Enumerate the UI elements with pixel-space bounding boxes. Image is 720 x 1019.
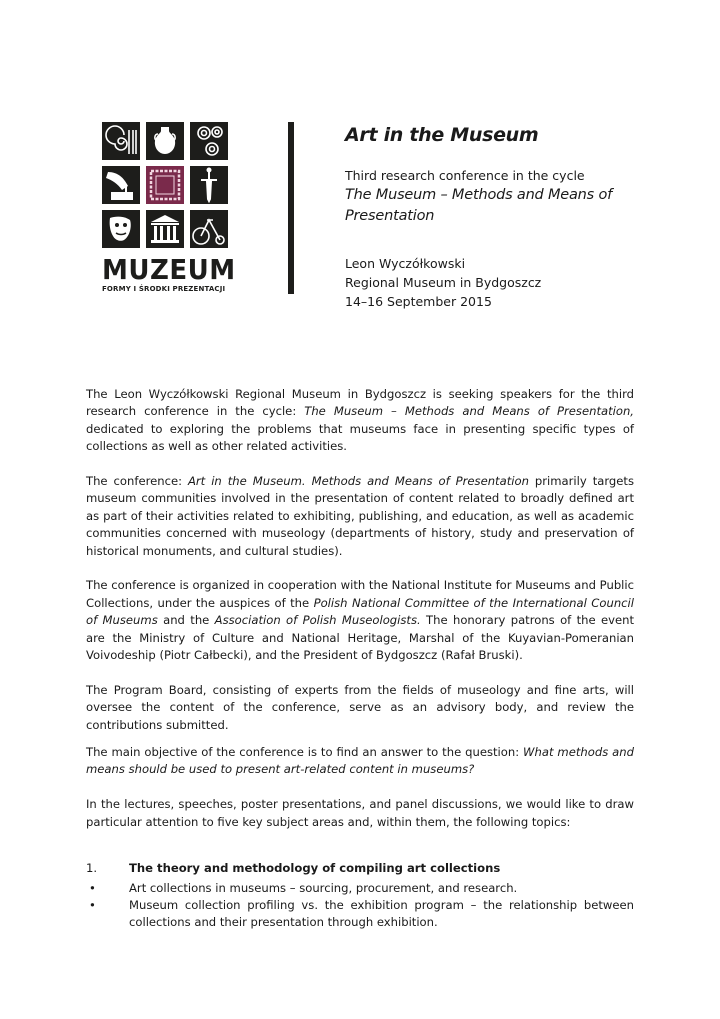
paragraph-target-audience: The conference: Art in the Museum. Methods and Means of Presentation primarily targets museum communities involved in the presentation of content related to broadly defined art as part of their activities related to exhibiting, publishing, and education, as well as academic communities concerned with museology (departments of history, study and preservation of historical monuments, and cultural studies).: [86, 474, 634, 558]
spiral-icon: [102, 122, 140, 160]
logo-wordmark: MUZEUM: [102, 253, 236, 286]
section-1-heading: [86, 860, 634, 877]
cycle-name-line-2: Presentation: [345, 208, 435, 224]
muzeum-logo: [102, 122, 236, 293]
bicycle-icon: [190, 210, 228, 248]
bullet-icon: •: [89, 897, 96, 912]
conference-dates: 14–16 September 2015: [345, 294, 492, 309]
section-1-bullets: [86, 880, 634, 932]
list-item: • Museum collection profiling vs. the exhibition program – the relationship between collections and their presentation through exhibition.: [86, 897, 634, 932]
section-number: 1.: [86, 861, 98, 876]
section-title: The theory and methodology of compiling art collections: [129, 861, 501, 876]
mask-icon: [102, 210, 140, 248]
coins-icon: [190, 122, 228, 160]
vertical-divider: [288, 122, 294, 294]
gramophone-icon: [102, 166, 140, 204]
amphora-icon: [146, 122, 184, 160]
list-item: • Art collections in museums – sourcing, procurement, and research.: [86, 880, 634, 897]
body-text: [86, 386, 634, 932]
logo-icon-grid: [102, 122, 228, 248]
paragraph-subject-areas: In the lectures, speeches, poster presentations, and panel discussions, we would like to draw particular attention to five key subject areas and, within them, the following topics:: [86, 797, 634, 829]
temple-icon: [146, 210, 184, 248]
organizer-name: Leon Wyczółkowski: [345, 256, 466, 271]
bullet-icon: •: [89, 880, 96, 895]
logo-subtitle: FORMY I ŚRODKI PREZENTACJI: [102, 285, 226, 293]
cycle-intro: Third research conference in the cycle: [345, 168, 585, 183]
cycle-name-line-1: The Museum – Methods and Means of: [345, 187, 613, 203]
paragraph-program-board: The Program Board, consisting of experts from the fields of museology and fine arts, will oversee the content of the conference, serve as an advisory body, and review the contributions submitted.: [86, 682, 634, 732]
paragraph-intro: The Leon Wyczółkowski Regional Museum in Bydgoszcz is seeking speakers for the third research conference in the cycle: The Museum – Methods and Means of Presentation, dedicated to exploring the problems that museums face in presenting specific types of collections as well as other related activities.: [86, 387, 634, 454]
paragraph-objective: The main objective of the conference is to find an answer to the question: What methods and means should be used to present art-related content in museums?: [86, 745, 634, 777]
frame-icon: [146, 166, 184, 204]
conference-title: Art in the Museum: [345, 124, 539, 146]
organizer-place: Regional Museum in Bydgoszcz: [345, 275, 542, 290]
sword-icon: [190, 166, 228, 204]
conference-header: [345, 122, 645, 311]
paragraph-organization: The conference is organized in cooperation with the National Institute for Museums and Public Collections, under the auspices of the Polish National Committee of the International Council of Museums and the Association of Polish Museologists. The honorary patrons of the event are the Ministry of Culture and National Heritage, Marshal of the Kuyavian-Pomeranian Voivodeship (Piotr Całbecki), and the President of Bydgoszcz (Rafał Bruski).: [86, 578, 635, 663]
